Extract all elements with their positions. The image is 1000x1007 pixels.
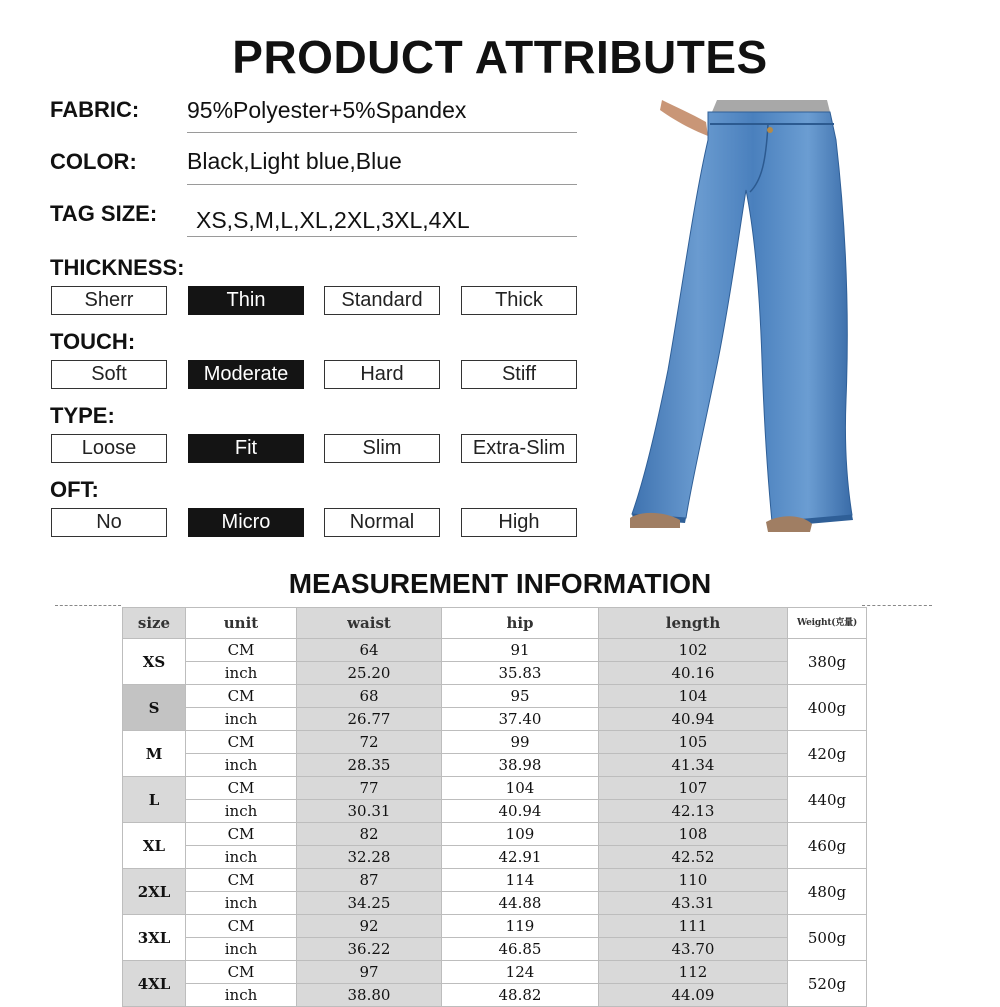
hip-cell: 114	[442, 869, 599, 892]
measurement-title: MEASUREMENT INFORMATION	[288, 568, 712, 599]
hip-cell: 42.91	[442, 846, 599, 869]
length-cell: 108	[599, 823, 788, 846]
unit-cell: CM	[186, 961, 297, 984]
fabric-value: 95%Polyester+5%Spandex	[187, 97, 467, 123]
fabric-label: FABRIC:	[50, 97, 140, 122]
waist-cell: 97	[297, 961, 442, 984]
thickness-label: THICKNESS:	[50, 255, 185, 280]
measurement-table	[122, 607, 867, 1007]
waist-cell: 92	[297, 915, 442, 938]
length-cell: 104	[599, 685, 788, 708]
tag-size-label: TAG SIZE:	[50, 201, 158, 226]
table-row	[123, 731, 867, 754]
weight-cell: 400g	[788, 685, 867, 731]
waist-cell: 77	[297, 777, 442, 800]
unit-cell: CM	[186, 731, 297, 754]
length-cell: 43.31	[599, 892, 788, 915]
table-row	[123, 938, 867, 961]
hip-cell: 40.94	[442, 800, 599, 823]
waist-cell: 28.35	[297, 754, 442, 777]
type-option-slim: Slim	[324, 434, 440, 463]
unit-cell: CM	[186, 869, 297, 892]
touch-label: TOUCH:	[50, 329, 136, 354]
table-row	[123, 892, 867, 915]
table-row	[123, 662, 867, 685]
thickness-option-sherr: Sherr	[51, 286, 167, 315]
waist-cell: 30.31	[297, 800, 442, 823]
tag-size-value: XS,S,M,L,XL,2XL,3XL,4XL	[196, 207, 470, 233]
right-dashed-rule	[862, 605, 932, 606]
length-cell: 43.70	[599, 938, 788, 961]
color-divider	[187, 184, 577, 185]
header-length: length	[599, 608, 788, 639]
length-cell: 111	[599, 915, 788, 938]
hip-cell: 48.82	[442, 984, 599, 1007]
size-cell: XS	[123, 639, 186, 685]
weight-cell: 480g	[788, 869, 867, 915]
touch-option-moderate: Moderate	[188, 360, 304, 389]
unit-cell: inch	[186, 938, 297, 961]
length-cell: 44.09	[599, 984, 788, 1007]
length-cell: 42.52	[599, 846, 788, 869]
waist-cell: 25.20	[297, 662, 442, 685]
waist-cell: 36.22	[297, 938, 442, 961]
color-label: COLOR:	[50, 149, 137, 174]
table-row	[123, 961, 867, 984]
size-cell: S	[123, 685, 186, 731]
page-title: PRODUCT ATTRIBUTES	[232, 31, 768, 83]
oft-option-normal: Normal	[324, 508, 440, 537]
unit-cell: CM	[186, 639, 297, 662]
touch-option-stiff: Stiff	[461, 360, 577, 389]
table-row	[123, 639, 867, 662]
hip-cell: 109	[442, 823, 599, 846]
hip-cell: 119	[442, 915, 599, 938]
hip-cell: 104	[442, 777, 599, 800]
unit-cell: inch	[186, 662, 297, 685]
size-cell: 3XL	[123, 915, 186, 961]
waist-cell: 72	[297, 731, 442, 754]
header-unit: unit	[186, 608, 297, 639]
weight-cell: 460g	[788, 823, 867, 869]
type-option-loose: Loose	[51, 434, 167, 463]
color-value: Black,Light blue,Blue	[187, 148, 402, 174]
waist-cell: 32.28	[297, 846, 442, 869]
jeans-body	[632, 112, 852, 522]
hip-cell: 38.98	[442, 754, 599, 777]
header-waist: waist	[297, 608, 442, 639]
length-cell: 40.16	[599, 662, 788, 685]
unit-cell: inch	[186, 846, 297, 869]
length-cell: 105	[599, 731, 788, 754]
touch-option-soft: Soft	[51, 360, 167, 389]
size-cell: L	[123, 777, 186, 823]
oft-option-no: No	[51, 508, 167, 537]
weight-cell: 500g	[788, 915, 867, 961]
unit-cell: inch	[186, 800, 297, 823]
table-header-row	[123, 608, 867, 639]
left-dashed-rule	[55, 605, 121, 606]
unit-cell: CM	[186, 915, 297, 938]
length-cell: 110	[599, 869, 788, 892]
table-row	[123, 708, 867, 731]
type-option-extra-slim: Extra-Slim	[461, 434, 577, 463]
thickness-option-standard: Standard	[324, 286, 440, 315]
waist-cell: 68	[297, 685, 442, 708]
unit-cell: inch	[186, 984, 297, 1007]
table-row	[123, 846, 867, 869]
left-arm	[660, 100, 708, 136]
table-row	[123, 777, 867, 800]
waist-cell: 87	[297, 869, 442, 892]
jeans-button	[767, 127, 773, 133]
unit-cell: inch	[186, 892, 297, 915]
hip-cell: 95	[442, 685, 599, 708]
oft-option-high: High	[461, 508, 577, 537]
weight-cell: 520g	[788, 961, 867, 1007]
size-cell: XL	[123, 823, 186, 869]
unit-cell: inch	[186, 754, 297, 777]
length-cell: 112	[599, 961, 788, 984]
length-cell: 42.13	[599, 800, 788, 823]
length-cell: 41.34	[599, 754, 788, 777]
hip-cell: 37.40	[442, 708, 599, 731]
type-label: TYPE:	[50, 403, 115, 428]
header-hip: hip	[442, 608, 599, 639]
hip-cell: 91	[442, 639, 599, 662]
product-jeans-image	[622, 100, 858, 540]
table-row	[123, 754, 867, 777]
touch-option-hard: Hard	[324, 360, 440, 389]
table-row	[123, 685, 867, 708]
thickness-option-thin: Thin	[188, 286, 304, 315]
unit-cell: CM	[186, 777, 297, 800]
size-cell: M	[123, 731, 186, 777]
size-cell: 4XL	[123, 961, 186, 1007]
length-cell: 102	[599, 639, 788, 662]
waist-cell: 34.25	[297, 892, 442, 915]
hip-cell: 99	[442, 731, 599, 754]
tag-size-divider	[187, 236, 577, 237]
table-row	[123, 800, 867, 823]
type-option-fit: Fit	[188, 434, 304, 463]
fabric-divider	[187, 132, 577, 133]
waist-cell: 82	[297, 823, 442, 846]
header-size: size	[123, 608, 186, 639]
weight-cell: 420g	[788, 731, 867, 777]
shirt-hem	[712, 100, 830, 112]
weight-cell: 380g	[788, 639, 867, 685]
unit-cell: inch	[186, 708, 297, 731]
table-row	[123, 823, 867, 846]
hip-cell: 124	[442, 961, 599, 984]
hip-cell: 35.83	[442, 662, 599, 685]
table-row	[123, 984, 867, 1007]
hip-cell: 46.85	[442, 938, 599, 961]
unit-cell: CM	[186, 685, 297, 708]
waist-cell: 26.77	[297, 708, 442, 731]
table-row	[123, 915, 867, 938]
unit-cell: CM	[186, 823, 297, 846]
weight-cell: 440g	[788, 777, 867, 823]
oft-label: OFT:	[50, 477, 99, 502]
waist-cell: 38.80	[297, 984, 442, 1007]
oft-option-micro: Micro	[188, 508, 304, 537]
table-row	[123, 869, 867, 892]
header-weight: Weight(克量)	[788, 608, 867, 639]
size-cell: 2XL	[123, 869, 186, 915]
length-cell: 107	[599, 777, 788, 800]
hip-cell: 44.88	[442, 892, 599, 915]
length-cell: 40.94	[599, 708, 788, 731]
waist-cell: 64	[297, 639, 442, 662]
thickness-option-thick: Thick	[461, 286, 577, 315]
